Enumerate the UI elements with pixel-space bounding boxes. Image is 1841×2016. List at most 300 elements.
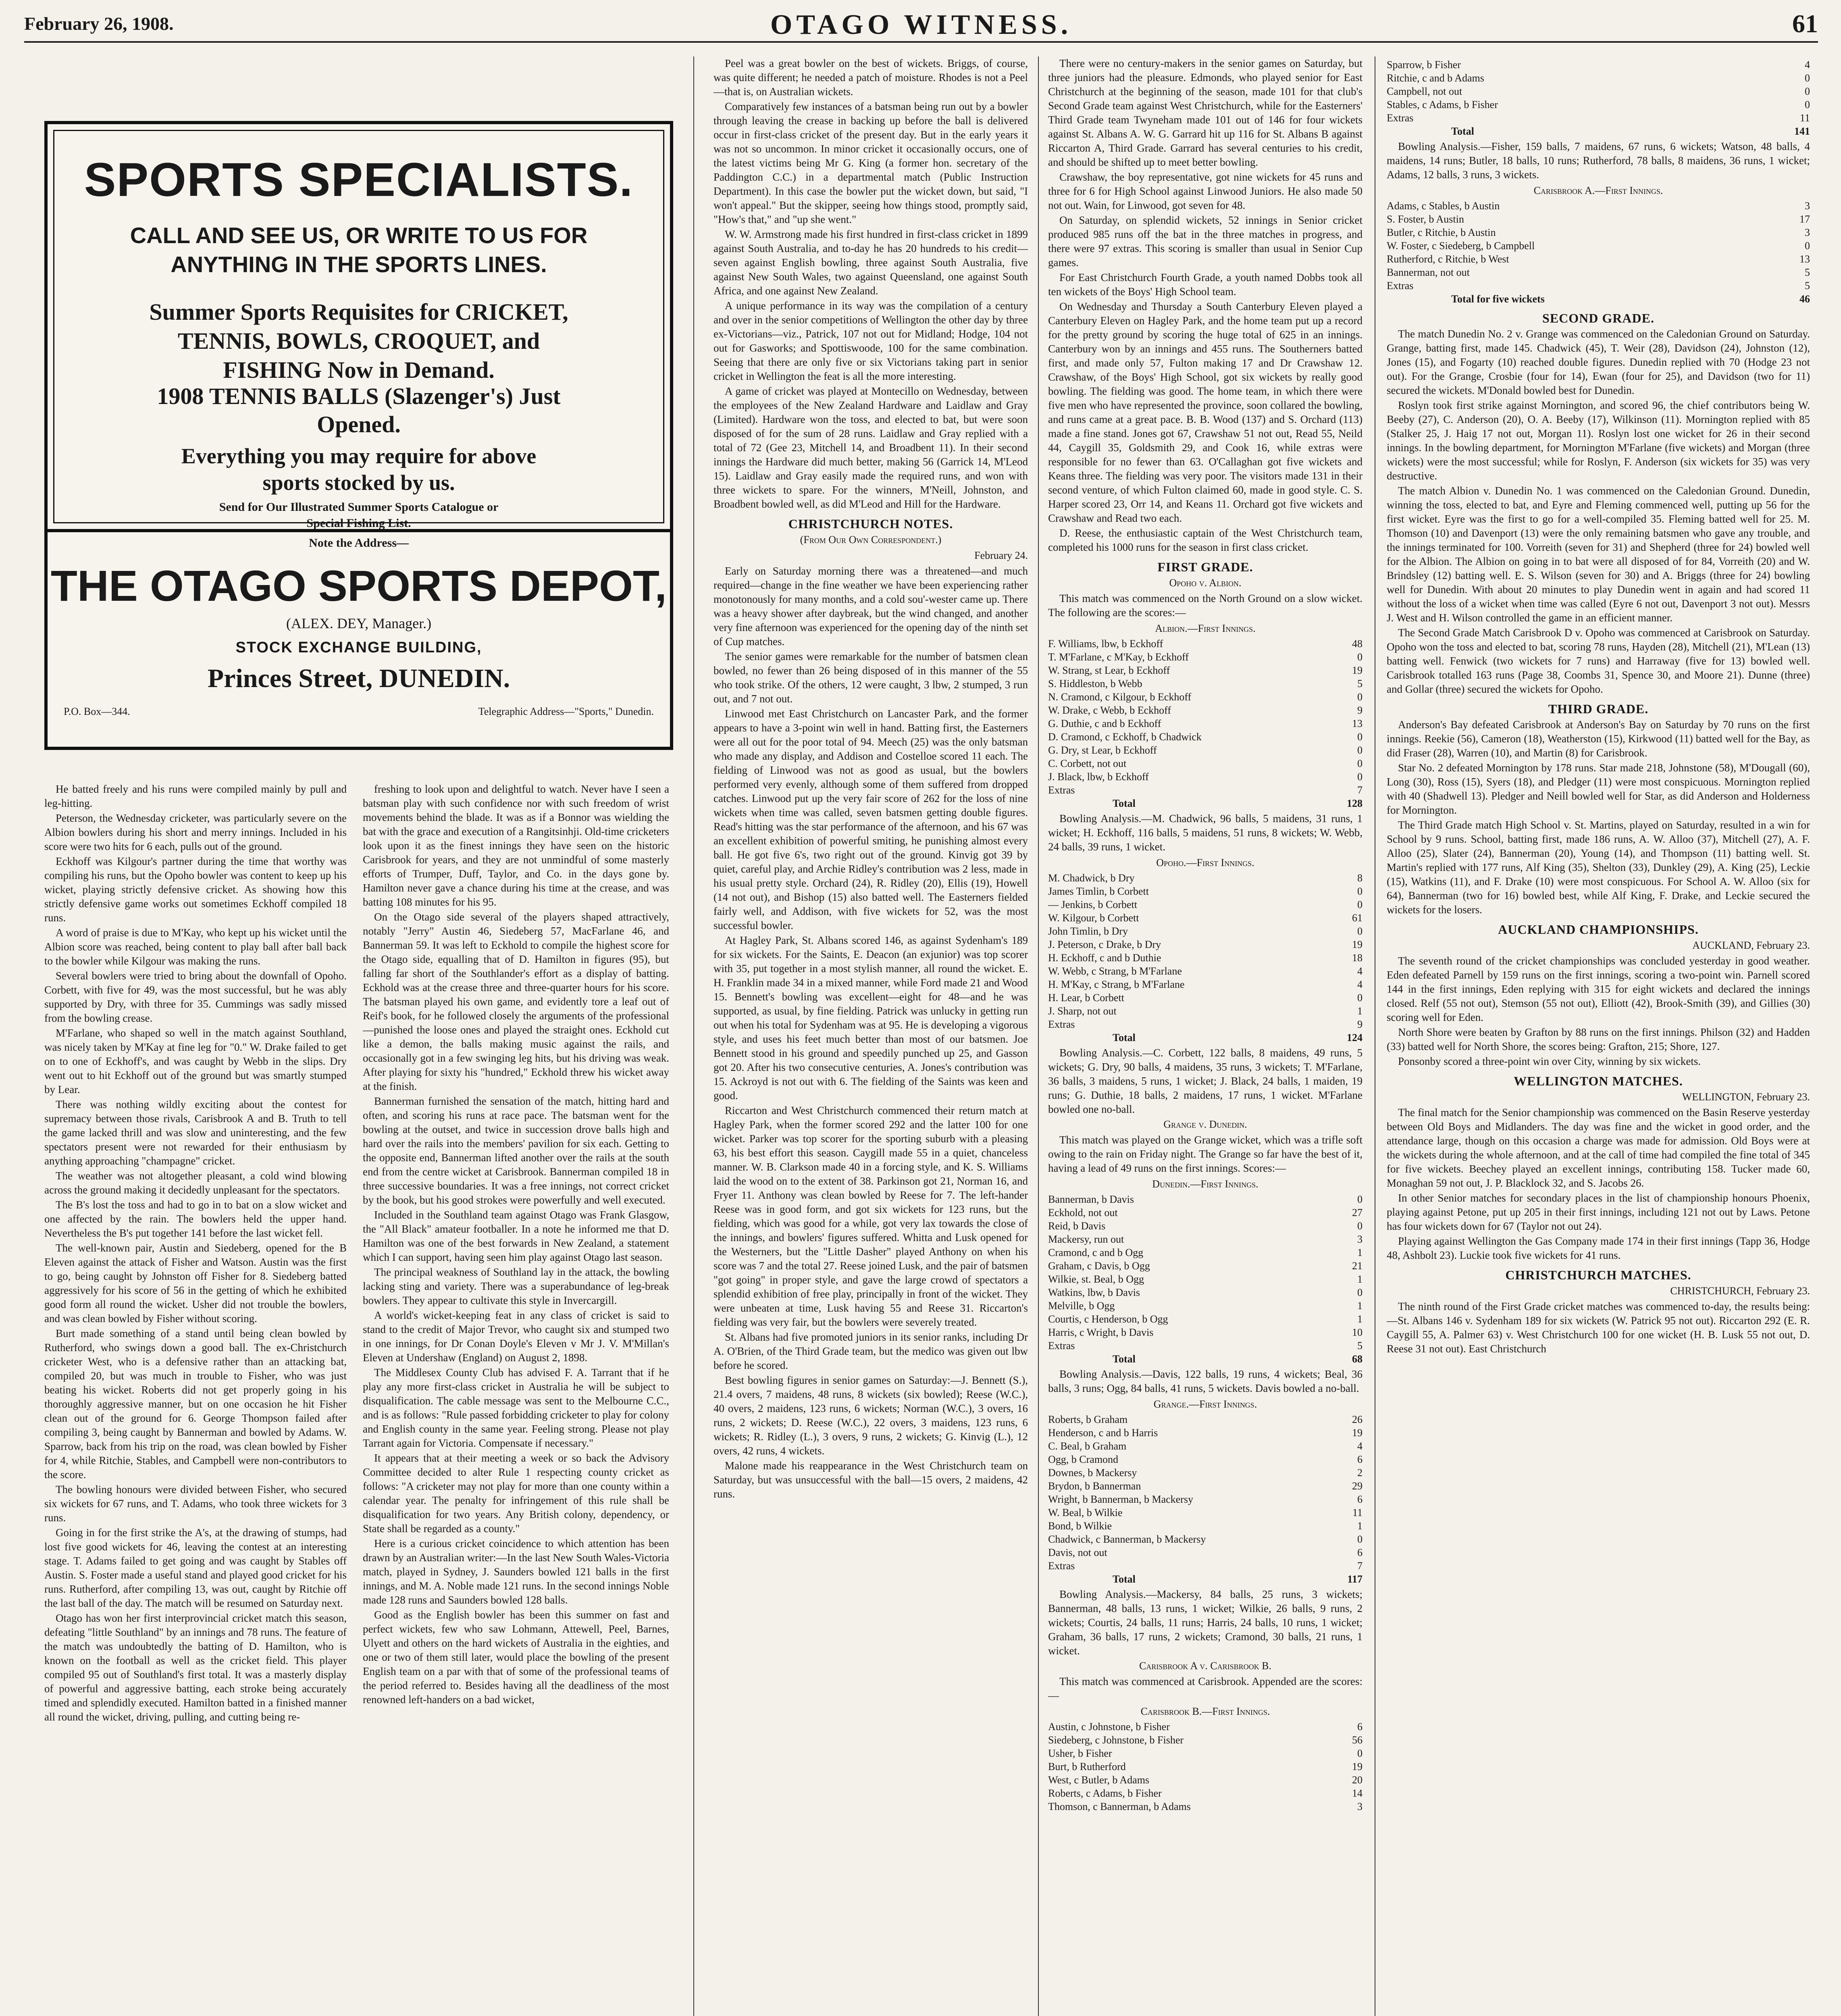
batsman: — Jenkins, b Corbett: [1048, 899, 1137, 910]
carisbrook-b-scorecard: [1048, 1720, 1363, 1813]
score-row: [1387, 252, 1810, 266]
batsman: Harris, c Wright, b Davis: [1048, 1327, 1154, 1338]
score-row: [1387, 266, 1810, 279]
opoho-bowling-analysis: Bowling Analysis.—C. Corbett, 122 balls, 8 maidens, 49 runs, 5 wickets; G. Dry, 90 balls, 4 maidens, 35 runs, 3 wickets; T. M'Farlane, 36 balls, 3 maidens, 5 runs, 1 wicket; J. Black, 24 balls, 1 maiden, 19 runs; G. Duthie, 18 balls, 2 maidens, 17 runs, 1 wicket. M'Farlane bowled one no-ball.: [1048, 1047, 1363, 1115]
column-rule: [693, 56, 694, 2016]
runs: 61: [1352, 912, 1363, 924]
runs: 0: [1357, 1533, 1363, 1545]
article-paragraph: freshing to look upon and delightful to watch. Never have I seen a batsman play with such confidence nor with such freedom of wrist movements behind the blade. It was as if a Bonnor was wielding the bat with the grace and execution of a Rangitsinhji. Old-time cricketers look upon it as the finest innings they have seen on the historic Carisbrook for years, and they are not unmindful of some masterly efforts of Trumper, Duff, Taylor, and Co. in the days gone by. Hamilton never gave a chance during his time at the crease, and was batting 108 minutes for his 95.: [363, 783, 669, 908]
batsman: Thomson, c Bannerman, b Adams: [1048, 1801, 1191, 1812]
article-paragraph: Best bowling figures in senior games on Saturday:—J. Bennett (S.), 21.4 overs, 7 maidens, 48 runs, 8 wickets (six bowled); Reese (W.C.), 40 overs, 2 maidens, 123 runs, 6 wickets; Norman (W.C.), 3 overs, 16 runs, 2 wickets; D. Reese (W.C.), 22 overs, 3 maidens, 123 runs, 6 wickets; R. Ridley (L.), 3 overs, 9 runs, 2 wickets; G. Kinvig (L.), 12 overs, 42 runs, 4 wickets.: [714, 1374, 1028, 1457]
carisbrook-b-bowling-analysis: Bowling Analysis.—Fisher, 159 balls, 7 maidens, 67 runs, 6 wickets; Watson, 48 balls, 4 maidens, 14 runs; Butler, 18 balls, 10 runs; Rutherford, 78 balls, 8 maidens, 36 runs, 1 wicket; Adams, 12 balls, 3 runs, 3 wickets.: [1387, 140, 1810, 181]
score-row: [1048, 1286, 1363, 1299]
opoho-albion-intro: This match was commenced on the North Ground on a slow wicket. The following are the scores:—: [1048, 592, 1363, 619]
article-paragraph: On Saturday, on splendid wickets, 52 innings in Senior cricket produced 985 runs off the bat in the three matches in progress, and there were 97 extras. This scoring is smaller than usual in Senior Cup games.: [1048, 214, 1363, 269]
runs: 9: [1357, 704, 1363, 716]
score-row: [1048, 1272, 1363, 1286]
score-row: [1048, 1800, 1363, 1813]
runs: 19: [1352, 1427, 1363, 1439]
article-paragraph: In other Senior matches for secondary places in the list of championship honours Phoenix, playing against Petone, put up 205 in their first innings, including 121 not out by Laws. Petone has four wickets down for 67 (Taylor not out 24).: [1387, 1192, 1810, 1232]
total-label: Total: [1113, 1032, 1136, 1043]
score-row: [1048, 730, 1363, 744]
christchurch-notes-heading: CHRISTCHURCH NOTES.: [788, 516, 953, 531]
carisbrook-match-intro: This match was commenced at Carisbrook. Appended are the scores:—: [1048, 1675, 1363, 1702]
runs: 26: [1352, 1414, 1363, 1425]
batsman: Ritchie, c and b Adams: [1387, 72, 1484, 84]
batsman: Usher, b Fisher: [1048, 1747, 1112, 1759]
batsman: Austin, c Johnstone, b Fisher: [1048, 1721, 1170, 1733]
ad-call-line1: CALL AND SEE US, OR WRITE TO US FOR: [130, 223, 588, 248]
grange-scorecard: [1048, 1413, 1363, 1586]
batsman: C. Corbett, not out: [1048, 758, 1127, 769]
ad-building: STOCK EXCHANGE BUILDING,: [235, 639, 482, 656]
batsman: Roberts, c Adams, b Fisher: [1048, 1787, 1162, 1799]
article-paragraph: Included in the Southland team against Otago was Frank Glasgow, the "All Black" amateur footballer. In a note he informed me that D. Hamilton was one of the best forwards in New Zealand, a statement which I can support, having seen him play against Otago last season.: [363, 1209, 669, 1263]
batsman: W. Drake, c Webb, b Eckhoff: [1048, 704, 1171, 716]
total-runs: 117: [1347, 1573, 1363, 1585]
score-row: [1048, 1519, 1363, 1533]
batsman: F. Williams, lbw, b Eckhoff: [1048, 638, 1163, 650]
score-row: [1048, 951, 1363, 964]
ad-summer: [48, 298, 670, 385]
batsman: Extras: [1387, 112, 1414, 124]
runs: 0: [1357, 731, 1363, 743]
runs: 4: [1805, 59, 1810, 71]
batsman: Henderson, c and b Harris: [1048, 1427, 1158, 1439]
ad-catalogue: [48, 499, 670, 531]
article-paragraph: A game of cricket was played at Montecillo on Wednesday, between the employees of the New Zealand Hardware and Laidlaw and Gray (Limited). Hardware won the toss, and elected to bat, but were soon disposed of for the sum of 28 runs. Laidlaw and Gray replied with a total of 72 (Gee 23, Mitchell 14, and Broadbent 11). In their second innings the Hardware did much better, making 56 (Garrick 14, M'Leod 15). Laidlaw and Gray easily made the required runs, and won with three wickets to spare. For the winners, M'Neill, Johnston, and Broadbent bowled well, as did M'Leod and Hill for the Hardware.: [714, 385, 1028, 510]
runs: 7: [1357, 784, 1363, 796]
runs: 3: [1357, 1801, 1363, 1812]
article-paragraph: The bowling honours were divided between Fisher, who secured six wickets for 67 runs, and T. Adams, who took three wickets for 3 runs.: [44, 1483, 347, 1524]
runs: 5: [1805, 267, 1810, 278]
score-row: [1048, 871, 1363, 885]
score-row: [1048, 1453, 1363, 1466]
column-3: [714, 56, 1028, 2016]
article-paragraph: The well-known pair, Austin and Siedeberg, opened for the B Eleven against the attack of Fisher and Watson. Austin was the first to go, being caught by Johnston off Fisher for 8. Siedeberg batted aggressively for his score of 56 in the getting of which he exhibited good form all round the wicket. Usher did not trouble the bowlers, and was clean bowled by Fisher without scoring.: [44, 1242, 347, 1325]
article-paragraph: Burt made something of a stand until being clean bowled by Rutherford, who swings down a good ball. The ex-Christchurch cricketer West, who is a defensive rather than an attacking bat, compiled 20, but was much in trouble to Fisher, who was just beating his wicket. Roberts did not get properly going in his thoroughly aggressive manner, but on one occasion he hit Fisher clean out of the ground for 6. George Thompson failed after compiling 3, being caught by Bannerman and bowled by Adams. W. Sparrow, back from his trip on the road, was clean bowled by Fisher for 4, while Ritchie, Stables, and Campbell were non-contributors to the score.: [44, 1327, 347, 1481]
carisbrook-b-innings-heading: Carisbrook B.—First Innings.: [1140, 1706, 1270, 1717]
runs: 4: [1357, 965, 1363, 977]
batsman: Courtis, c Henderson, b Ogg: [1048, 1313, 1168, 1325]
ad-note: Note the Address—: [309, 536, 409, 550]
carisbrook-b-scorecard-cont: [1387, 58, 1810, 138]
section-heading: AUCKLAND CHAMPIONSHIPS.: [1498, 922, 1699, 937]
runs: 3: [1805, 200, 1810, 212]
article-paragraph: Roslyn took first strike against Mornington, and scored 96, the chief contributors being W. Beeby (27), C. Anderson (20), O. A. Beeby (17), Wilkinson (11). Mornington replied with 85 (Stalker 25, J. Haig 17 not out, Morgan 11). Roslyn lost one wicket for 26 in their second innings. In the bowling department, for Mornington M'Farlane (five wickets) and Morgan (three wickets) were the most successful; while for Roslyn, F. Anderson (six wickets for 35) was very destructive.: [1387, 399, 1810, 482]
total-runs: 46: [1799, 293, 1810, 305]
score-row: [1048, 1018, 1363, 1031]
column-1-paragraphs: [44, 782, 347, 1724]
grange-innings-heading: Grange.—First Innings.: [1153, 1398, 1257, 1410]
article-paragraph: Malone made his reappearance in the West Christchurch team on Saturday, but was unsuccessful with the ball—15 overs, 2 maidens, 42 runs.: [714, 1460, 1028, 1500]
runs: 56: [1352, 1734, 1363, 1746]
batsman: Butler, c Ritchie, b Austin: [1387, 227, 1496, 238]
runs: 13: [1799, 253, 1810, 265]
article-paragraph: On Wednesday and Thursday a South Canterbury Eleven played a Canterbury Eleven on Hagley Park, and the home team put up a record for the pretty ground by scoring the huge total of 625 in an innings. Canterbury won by an innings and 455 runs. The Southerners batted first, and made only 57, Fulton making 17 and Dr Crawshaw 12. Crawshaw, of the Boys' High School, got six wickets by really good bowling. The fielding was good. The home team, in which there were five men who have represented the province, soon collared the bowling, and runs came at a great pace. B. B. Wood (137) and S. Orchard (113) made a fine stand. Jones got 67, Crawshaw 51 not out, Read 55, Neild 44, Caygill 35, Goldsmith 29, and Cook 16, while extras were responsible for no fewer than 63. O'Callaghan got five wickets and Keans three. The fielding was very poor. The visitors made 131 in their second venture, of which Fulton claimed 60, made in good style. C. S. Harper scored 23, Orr 14, and Keans 11. Orchard got five wickets and Crawshaw and Read two each.: [1048, 300, 1363, 524]
batsman: Extras: [1048, 1018, 1075, 1030]
grange-bowling-analysis: Bowling Analysis.—Mackersy, 84 balls, 25 runs, 3 wickets; Bannerman, 48 balls, 13 runs, 1 wicket; Wilkie, 26 balls, 9 runs, 2 wickets; Courtis, 24 balls, 11 runs; Harris, 24 balls, 10 runs, 1 wicket; Graham, 36 balls, 17 runs, 2 wickets; Cramond, 30 balls, 21 runs, 1 wicket.: [1048, 1588, 1363, 1657]
opoho-innings-heading: Opoho.—First Innings.: [1156, 857, 1254, 868]
batsman: N. Cramond, c Kilgour, b Eckhoff: [1048, 691, 1192, 703]
runs: 0: [1357, 1193, 1363, 1205]
column-5: [1387, 56, 1810, 2016]
article-paragraph: The principal weakness of Southland lay in the attack, the bowling lacking sting and variety. There was a superabundance of leg-break bowlers. They appear to cultivate this style in Invercargill.: [363, 1266, 669, 1306]
batsman: Sparrow, b Fisher: [1387, 59, 1461, 71]
batsman: G. Dry, st Lear, b Eckhoff: [1048, 744, 1157, 756]
article-paragraph: Here is a curious cricket coincidence to which attention has been drawn by an Australian writer:—In the last New South Wales-Victoria match, played in Sydney, J. Saunders bowled 121 balls in the first innings, and M. A. Noble made 121 runs. In the second innings Noble made 128 runs and Saunders bowled 128 balls.: [363, 1537, 669, 1606]
runs: 0: [1357, 925, 1363, 937]
batsman: Adams, c Stables, b Austin: [1387, 200, 1500, 212]
batsman: Cramond, c and b Ogg: [1048, 1247, 1144, 1258]
runs: 0: [1805, 240, 1810, 252]
score-row: [1048, 1193, 1363, 1206]
article-paragraph: Several bowlers were tried to bring about the downfall of Opoho. Corbett, with five for 49, was the most successful, but he was ably supported by Dry, with three for 35. Cummings was sadly missed from the bowling crease.: [44, 970, 347, 1024]
column-rule: [1038, 56, 1039, 2016]
score-row: [1048, 911, 1363, 925]
runs: 6: [1357, 1721, 1363, 1733]
grange-dunedin-heading: Grange v. Dunedin.: [1163, 1118, 1247, 1130]
batsman: Bannerman, not out: [1387, 267, 1470, 278]
albion-innings-heading: Albion.—First Innings.: [1155, 623, 1256, 634]
article-paragraph: The seventh round of the cricket championships was concluded yesterday in good weather. Eden defeated Parnell by 159 runs on the first innings, scoring a two-point win. Parnell scored 144 in the first innings, Eden replying with 315 for eight wickets and declared the innings closed. Relf (55 not out), Stemson (55 not out), Elliott (42), Brook-Smith (39), and Gillies (30) scoring well for Eden.: [1387, 955, 1810, 1023]
runs: 0: [1805, 99, 1810, 110]
runs: 1: [1357, 1247, 1363, 1258]
ad-manager: (ALEX. DEY, Manager.): [286, 615, 432, 631]
article-paragraph: Otago has won her first interprovincial cricket match this season, defeating "little Southland" by an innings and 78 runs. The feature of the match was undoubtedly the batting of D. Hamilton, who is known on the football as well as the cricket field. This player compiled 95 out of Southland's first total. It was a masterly display of powerful and aggressive batting, each stroke being accurately timed and splendidly executed. Hamilton batted in a finished manner all round the wicket, driving, pulling, and cutting being re-: [44, 1612, 347, 1723]
article-paragraph: The final match for the Senior championship was commenced on the Basin Reserve yesterday between Old Boys and Midlanders. The day was fine and the wicket in good order, and the attendance large, though on this occasion a charge was made for admission. Old Boys were at the wickets during the whole afternoon, and at the call of time had compiled the fine total of 345 for five wickets. Beechey played an excellent innings, contributing 158. Tucker made 60, Monaghan 59 not out, J. P. Blacklock 32, and S. Jacobs 26.: [1387, 1106, 1810, 1189]
section-heading: WELLINGTON MATCHES.: [1514, 1074, 1683, 1088]
score-row: [1048, 1747, 1363, 1760]
article-paragraph: D. Reese, the enthusiastic captain of the West Christchurch team, completed his 1000 runs for the season in first class cricket.: [1048, 527, 1363, 553]
runs: 2: [1357, 1467, 1363, 1479]
score-total: [1387, 292, 1810, 306]
batsman: H. Lear, b Corbett: [1048, 992, 1124, 1004]
christchurch-notes-date: February 24.: [974, 550, 1028, 561]
runs: 9: [1357, 1018, 1363, 1030]
batsman: H. Eckhoff, c and b Duthie: [1048, 952, 1161, 964]
ad-balls-line1: 1908 TENNIS BALLS (Slazenger's) Just: [157, 383, 561, 409]
runs: 0: [1357, 744, 1363, 756]
article-paragraph: The match Dunedin No. 2 v. Grange was commenced on the Caledonian Ground on Saturday. Grange, batting first, made 145. Chadwick (45), T. Weir (28), Davidson (24), Johnston (12), Jones (15), and Fogarty (10) reached double figures. Dunedin replied with 70 (Hodge 23 not out). For the Grange, Crosbie (four for 14), Ewan (four for 25), and Davidson (two for 11) secured the wickets. M'Donald bowled best for Dunedin.: [1387, 328, 1810, 396]
runs: 0: [1357, 992, 1363, 1004]
score-row: [1048, 1004, 1363, 1018]
total-label: Total: [1113, 798, 1136, 809]
score-row: [1387, 58, 1810, 71]
batsman: W. Webb, c Strang, b M'Farlane: [1048, 965, 1182, 977]
article-paragraph: Early on Saturday morning there was a threatened—and much required—change in the fine weather we have been experiencing rather monotonously for many months, and a cold sou'-wester came up. There was a heavy shower after daybreak, but the wind changed, and another very fine afternoon was experienced for the opening day of the ninth set of Cup matches.: [714, 565, 1028, 648]
ad-depot-name: THE OTAGO SPORTS DEPOT,: [50, 561, 667, 610]
total-runs: 124: [1347, 1032, 1363, 1043]
batsman: Ogg, b Cramond: [1048, 1454, 1119, 1465]
article-paragraph: The senior games were remarkable for the number of batsmen clean bowled, no fewer than 26 being disposed of in this manner of the 55 who took strike. Of the others, 12 were caught, 3 lbw, 2 stumped, 3 run out, and 7 not out.: [714, 650, 1028, 705]
score-total: [1048, 797, 1363, 810]
ad-catalogue-line1: Send for Our Illustrated Summer Sports Catalogue or: [219, 500, 499, 514]
albion-bowling-analysis: Bowling Analysis.—M. Chadwick, 96 balls, 5 maidens, 31 runs, 1 wicket; H. Eckhoff, 116 balls, 5 maidens, 51 runs, 8 wickets; W. Webb, 24 balls, 39 runs, 1 wicket.: [1048, 812, 1363, 853]
runs: 3: [1357, 1233, 1363, 1245]
article-paragraph: Linwood met East Christchurch on Lancaster Park, and the former appears to have a 3-point win well in hand. Batting first, the Easterners were all out for the poor total of 94. Meech (25) was the only batsman who made any display, and Addison and Costelloe scored 11 each. The fielding of Linwood was not as good as usual, but the bowlers performed very evenly, although some of them suffered from dropped catches. Linwood put up the very fair score of 262 for the loss of nine wickets when time was called, seven batsmen getting double figures. Read's hitting was the star performance of the afternoon, and his 67 was an excellent exhibition of powerful smiting, he punishing almost every ball. He got five 6's, two right out of the ground. Kinvig got 39 by quiet, careful play, and Archie Ridley's contribution was 2 less, made in his usual pretty style. Orchard (24), R. Ridley (20), Ellis (19), Howell (14 not out), and Bishop (15) also batted well. The Easterners fielded fairly well, and Addison, with five wickets for 52, was the most successful bowler.: [714, 708, 1028, 931]
ad-call: [48, 221, 670, 279]
batsman: W. Foster, c Siedeberg, b Campbell: [1387, 240, 1535, 252]
score-total: [1048, 1031, 1363, 1044]
article-paragraph: Riccarton and West Christchurch commenced their return match at Hagley Park, when the former scored 292 and the latter 100 for one wicket. Parker was top scorer for the sporting suburb with a pleasing 63, his best effort this season. Caygill made 55 in a quiet, chanceless manner. W. B. Clarkson made 40 in a forcing style, and K. S. Williams laid the wood on to the extent of 38. Parkinson got 21, Norman 16, and Fryer 11. Anthony was clean bowled by Reese for 7. The left-hander Reese was in good form, and got six wickets for 123 runs, but the fielding, which was good for a while, got very lax towards the close of the innings, and bowlers' figures suffered. Whitta and Lusk opened for the Westerners, but the "Little Dasher" played Anthony on when his score was 7 and the total 27. Reese joined Lusk, and the pair of batsmen "got going" in proper style, and gave the large crowd of spectators a splendid exhibition of free play, principally in front of the wicket. They were unbeaten at time, Lusk having 55 and Reese 31. Riccarton's fielding was very fair, but the bowlers were severely treated.: [714, 1104, 1028, 1328]
total-runs: 128: [1347, 798, 1363, 809]
batsman: Davis, not out: [1048, 1547, 1107, 1558]
runs: 3: [1805, 227, 1810, 238]
article-paragraph: W. W. Armstrong made his first hundred in first-class cricket in 1899 against South Australia, and to-day he has 20 hundreds to his credit—seven against English bowling, three against South Australia, five against New South Wales, two against Queensland, one against South Africa, and one against New Zealand.: [714, 228, 1028, 297]
runs: 19: [1352, 664, 1363, 676]
score-row: [1048, 1760, 1363, 1773]
score-row: [1048, 1559, 1363, 1572]
article-paragraph: He batted freely and his runs were compiled mainly by pull and leg-hitting.: [44, 783, 347, 809]
score-row: [1048, 744, 1363, 757]
masthead: [24, 9, 1818, 43]
ad-every-line2: sports stocked by us.: [262, 471, 455, 495]
score-total: [1048, 1572, 1363, 1586]
runs: 0: [1357, 651, 1363, 663]
total-runs: 68: [1352, 1353, 1363, 1365]
runs: 0: [1357, 899, 1363, 910]
section-heading: SECOND GRADE.: [1542, 311, 1654, 325]
score-row: [1387, 71, 1810, 85]
batsman: Roberts, b Graham: [1048, 1414, 1128, 1425]
article-paragraph: The weather was not altogether pleasant, a cold wind blowing across the ground making it decidedly unpleasant for the spectators.: [44, 1170, 347, 1196]
article-paragraph: Star No. 2 defeated Mornington by 178 runs. Star made 218, Johnstone (58), M'Dougall (60), Long (30), Ross (15), Syers (18), and Pledger (11) were most conspicuous. Mornington replied with 40 (Shadwell 13). Pledger and Neill bowled well for Star, as did Anderson and Holderness for Mornington.: [1387, 762, 1810, 816]
score-row: [1048, 938, 1363, 951]
batsman: H. M'Kay, c Strang, b M'Farlane: [1048, 979, 1185, 990]
score-row: [1048, 1312, 1363, 1326]
runs: 48: [1352, 638, 1363, 650]
runs: 14: [1352, 1787, 1363, 1799]
sports-depot-advertisement: [44, 121, 673, 532]
runs: 1: [1357, 1005, 1363, 1017]
batsman: Siedeberg, c Johnstone, b Fisher: [1048, 1734, 1184, 1746]
batsman: Melville, b Ogg: [1048, 1300, 1115, 1312]
column-5-sections: [1387, 311, 1810, 1356]
ad-summer-line1: Summer Sports Requisites for CRICKET,: [149, 299, 568, 325]
score-row: [1048, 1219, 1363, 1233]
score-row: [1048, 1506, 1363, 1519]
ad-everything: [48, 443, 670, 496]
albion-scorecard: [1048, 637, 1363, 810]
runs: 0: [1357, 1287, 1363, 1298]
score-row: [1048, 1493, 1363, 1506]
score-row: [1048, 690, 1363, 704]
batsman: W. Strang, st Lear, b Eckhoff: [1048, 664, 1170, 676]
score-row: [1048, 650, 1363, 664]
batsman: Bond, b Wilkie: [1048, 1520, 1112, 1532]
article-paragraph: At Hagley Park, St. Albans scored 146, as against Sydenham's 189 for six wickets. For the Saints, E. Deacon (an exjunior) was top scorer with 35, put together in a most stylish manner, all round the wicket. E. H. Franklin made 34 in a mixed manner, while Ford made 21 and Wood 15. Bennett's bowling was excellent—eight for 48—and he was supported, as usual, by fine fielding. Patrick was unlucky in getting run out when his total for Sydenham was at 95. He is developing a vigorous style, and uses his feet much better than most of our batsmen. Joe Bennett stood in his ground and speedily punched up 25, and Gasson got 20. After his two consecutive centuries, A. Jones's contribution was 15. Ackroyd is not out with 6. The fielding of the Saints was keen and good.: [714, 934, 1028, 1102]
ad-summer-line3: FISHING Now in Demand.: [223, 357, 495, 383]
carisbrook-match-heading: Carisbrook A v. Carisbrook B.: [1139, 1660, 1271, 1672]
runs: 8: [1357, 872, 1363, 884]
christchurch-notes-paragraphs: [714, 564, 1028, 1501]
runs: 0: [1357, 691, 1363, 703]
article-paragraph: Eckhoff was Kilgour's partner during the time that worthy was compiling his runs, but the Opoho bowler was content to keep up his wicket, playing strictly defensive cricket. As showing how this strictly defensive game works out sometimes Eckhoff compiled 18 runs.: [44, 855, 347, 924]
section-dateline: WELLINGTON, February 23.: [1682, 1091, 1810, 1103]
runs: 7: [1357, 1560, 1363, 1572]
batsman: Bannerman, b Davis: [1048, 1193, 1134, 1205]
christchurch-notes-byline: (From Our Own Correspondent.): [800, 534, 942, 546]
ad-balls: [48, 382, 670, 439]
score-row: [1048, 1533, 1363, 1546]
score-row: [1048, 1466, 1363, 1479]
score-total: [1048, 1352, 1363, 1366]
section-dateline: CHRISTCHURCH, February 23.: [1670, 1285, 1810, 1297]
runs: 0: [1357, 885, 1363, 897]
score-row: [1048, 677, 1363, 690]
article-paragraph: Good as the English bowler has been this summer on fast and perfect wickets, few who saw Lohmann, Attewell, Peel, Barnes, Ulyett and others on the hard wickets of Australia in the eighties, and one or two of them still later, would place the bowling of the present English team on a par with that of some of the professional teams of the period referred to. Besides having all the deadliness of the most renowned left-handers on a bad wicket,: [363, 1609, 669, 1706]
score-row: [1048, 637, 1363, 650]
carisbrook-a-innings-heading: Carisbrook A.—First Innings.: [1533, 185, 1663, 196]
article-paragraph: The Second Grade Match Carisbrook D v. Opoho was commenced at Carisbrook on Saturday. Opoho won the toss and elected to bat, scoring 78 runs, Hayden (28), Mitchell (21), M'Lean (13) batting well. Fenwick (two wickets for 7 runs) and Harraway (five for 13) bowled well. Carisbrook totalled 163 runs (Page 38, Coombs 31, Spence 30, and Moore 21). Dunne (three) and Gollar (three) secured the wickets for Opoho.: [1387, 627, 1810, 695]
score-row: [1387, 199, 1810, 212]
runs: 29: [1352, 1480, 1363, 1492]
total-label: Total: [1451, 125, 1474, 137]
runs: 11: [1352, 1507, 1363, 1518]
article-paragraph: There were no century-makers in the senior games on Saturday, but three juniors had the pleasure. Edmonds, who played senior for East Christchurch at the beginning of the season, made 101 for that club's Second Grade team against West Christchurch, while for the Easterners' Third Grade team Twyneham made 101 out of 146 for four wickets against St. Albans A. W. G. Garrard hit up 116 for St. Albans B against Riccarton A, Third Grade. Garrard has several centuries to his credit, and should be shifted up to meet better bowling.: [1048, 57, 1363, 168]
dunedin-bowling-analysis: Bowling Analysis.—Davis, 122 balls, 19 runs, 4 wickets; Beal, 36 balls, 3 runs; Ogg, 84 balls, 41 runs, 5 wickets. Davis bowled a no-ball.: [1048, 1368, 1363, 1394]
runs: 13: [1352, 718, 1363, 729]
score-row: [1048, 978, 1363, 991]
column-4: [1048, 56, 1363, 2016]
batsman: Reid, b Davis: [1048, 1220, 1106, 1232]
batsman: C. Beal, b Graham: [1048, 1440, 1127, 1452]
total-runs: 141: [1794, 125, 1810, 137]
total-label: Total: [1113, 1573, 1136, 1585]
article-paragraph: Anderson's Bay defeated Carisbrook at Anderson's Bay on Saturday by 70 runs on the first innings. Reekie (56), Cameron (18), Weatherston (15), Kirkwood (11) batted well for the Bay, as did Fraser (28), Warren (10), and Martin (8) for Carisbrook.: [1387, 719, 1810, 759]
ad-po-box: P.O. Box—344.: [64, 706, 130, 717]
article-paragraph: It appears that at their meeting a week or so back the Advisory Committee decided to alter Rule 1 respecting county cricket as follows: "A cricketer may not play for more than one county within a calendar year. The penalty for infringement of this rule shall be disqualification for two years. Any British colony, dependency, or State shall be regarded as a county.": [363, 1452, 669, 1535]
batsman: Mackersy, run out: [1048, 1233, 1124, 1245]
article-paragraph: There was nothing wildly exciting about the contest for supremacy between those rivals, Carisbrook A and B. Truth to tell the game lacked thrill and was slow and uninteresting, and the few spectators present were not rewarded for their enthusiasm by anything approaching "champagne" cricket.: [44, 1098, 347, 1167]
batsman: Burt, b Rutherford: [1048, 1761, 1126, 1772]
page-number: 61: [1792, 9, 1818, 38]
score-row: [1048, 1439, 1363, 1453]
score-row: [1048, 1720, 1363, 1733]
runs: 11: [1799, 112, 1810, 124]
carisbrook-a-scorecard: [1387, 199, 1810, 306]
ad-call-line2: ANYTHING IN THE SPORTS LINES.: [171, 252, 547, 277]
score-row: [1048, 1546, 1363, 1559]
score-row: [1048, 783, 1363, 797]
article-paragraph: Going in for the first strike the A's, at the drawing of stumps, had lost five good wickets for 46, leaving the contest at an interesting stage. T. Adams failed to get going and was caught by Stables off Austin. S. Foster made a useful stand and played good cricket for his runs. Rutherford, after compiling 13, was out, caught by Ritchie off the last ball of the day. The match will be resumed on Saturday next.: [44, 1527, 347, 1609]
score-row: [1387, 212, 1810, 226]
score-row: [1387, 279, 1810, 292]
score-row: [1048, 991, 1363, 1004]
runs: 0: [1357, 771, 1363, 783]
batsman: Extras: [1048, 1340, 1075, 1352]
score-row: [1387, 111, 1810, 125]
score-row: [1048, 770, 1363, 783]
ad-street: Princes Street, DUNEDIN.: [207, 664, 510, 693]
article-paragraph: M'Farlane, who shaped so well in the match against Southland, was nicely taken by M'Kay at fine leg for "0." W. Drake failed to get on to one of Eckhoff's, and was caught by Webb in the slips. Dry went out to hit Eckhoff out of the ground but was smartly stumped by Lear.: [44, 1027, 347, 1095]
section-heading: THIRD GRADE.: [1548, 702, 1649, 716]
score-row: [1048, 925, 1363, 938]
batsman: J. Black, lbw, b Eckhoff: [1048, 771, 1149, 783]
batsman: Extras: [1048, 784, 1075, 796]
runs: 21: [1352, 1260, 1363, 1272]
runs: 20: [1352, 1774, 1363, 1786]
runs: 0: [1357, 758, 1363, 769]
total-label: Total: [1113, 1353, 1136, 1365]
batsman: J. Sharp, not out: [1048, 1005, 1117, 1017]
article-paragraph: Crawshaw, the boy representative, got nine wickets for 45 runs and three for 6 for High School against Linwood Juniors. He also made 50 not out. Wain, for Linwood, got seven for 48.: [1048, 171, 1363, 211]
score-row: [1387, 226, 1810, 239]
runs: 5: [1805, 280, 1810, 292]
batsman: John Timlin, b Dry: [1048, 925, 1128, 937]
runs: 1: [1357, 1273, 1363, 1285]
batsman: Eckhold, not out: [1048, 1207, 1118, 1218]
score-row: [1387, 85, 1810, 98]
score-row: [1048, 1733, 1363, 1747]
column-4-paragraphs: [1048, 56, 1363, 554]
runs: 6: [1357, 1493, 1363, 1505]
article-paragraph: The Third Grade match High School v. St. Martins, played on Saturday, resulted in a win for School by 9 runs. School, batting first, made 186 runs, A. W. Alloo (37), Mitchell (27), A. F. Alloo (25), Slater (24), Bannerman (20), Young (14), and Thompson (11) batting well. St. Martin's replied with 177 runs, Alf King (35), Shelton (33), Dunkley (29), A. King (25), Leckie (15), Watkins (11), and F. Drake (10) were most conspicuous. For School A. W. Alloo (six for 64), Bannerman (two for 16) bowled best, while Alf King, F. Drake, and Leckie secured the wickets for the losers.: [1387, 819, 1810, 916]
section-heading: CHRISTCHURCH MATCHES.: [1505, 1268, 1691, 1282]
runs: 1: [1357, 1520, 1363, 1532]
runs: 4: [1357, 1440, 1363, 1452]
batsman: Extras: [1387, 280, 1414, 292]
ad-catalogue-line2: Special Fishing List.: [306, 516, 411, 530]
article-paragraph: St. Albans had five promoted juniors in its senior ranks, including Dr A. O'Brien, of the Third Grade team, but the medico was given out lbw before he scored.: [714, 1331, 1028, 1371]
score-row: [1048, 1413, 1363, 1426]
article-paragraph: A world's wicket-keeping feat in any class of cricket is said to stand to the credit of Major Trevor, who caught six and stumped two in one innings, for Dr Conan Doyle's Eleven v Mr J. V. M'Millan's Eleven at Undershaw (England) on August 2, 1898.: [363, 1309, 669, 1364]
batsman: Rutherford, c Ritchie, b West: [1387, 253, 1509, 265]
runs: 10: [1352, 1327, 1363, 1338]
issue-date: February 26, 1908.: [24, 13, 174, 34]
score-row: [1048, 1339, 1363, 1352]
score-row: [1048, 1479, 1363, 1493]
runs: 27: [1352, 1207, 1363, 1218]
column-3-paragraphs: [714, 56, 1028, 511]
batsman: G. Duthie, c and b Eckhoff: [1048, 718, 1161, 729]
batsman: M. Chadwick, b Dry: [1048, 872, 1135, 884]
total-label: Total for five wickets: [1451, 293, 1545, 305]
runs: 6: [1357, 1454, 1363, 1465]
batsman: Extras: [1048, 1560, 1075, 1572]
article-paragraph: The Middlesex County Club has advised F. A. Tarrant that if he play any more first-class cricket in Australia he will be subject to disqualification. The cable message was sent to the Melbourne C.C., and is as follows: "Rule passed forbidding cricketer to play for colony and English county in the same year. Feeling strong. Please not play Tarrant again for Victoria. Compensate if necessary.": [363, 1366, 669, 1449]
section-dateline: AUCKLAND, February 23.: [1692, 939, 1810, 951]
dunedin-innings-heading: Dunedin.—First Innings.: [1152, 1178, 1259, 1190]
runs: 1: [1357, 1313, 1363, 1325]
runs: 0: [1357, 1220, 1363, 1232]
score-row: [1387, 98, 1810, 111]
article-paragraph: A word of praise is due to M'Kay, who kept up his wicket until the Albion score was reached, being content to play ball after ball back to the bowler while Kilgour was making the runs.: [44, 927, 347, 967]
score-row: [1048, 757, 1363, 770]
first-grade-heading: FIRST GRADE.: [1157, 560, 1253, 574]
runs: 19: [1352, 1761, 1363, 1772]
article-paragraph: For East Christchurch Fourth Grade, a youth named Dobbs took all ten wickets of the Boys' High School team.: [1048, 271, 1363, 298]
score-row: [1048, 1326, 1363, 1339]
article-paragraph: Bannerman furnished the sensation of the match, hitting hard and often, and scoring his runs at race pace. The batsman went for the bowling at the outset, and twice in succession drove balls high and hard over the rails into the members' pavilion for six each. Getting to the opposite end, Bannerman lifted another over the rails at the south end from the centre wicket at Carisbrook. Bannerman compiled 18 in three successive boundaries. It was a free innings, not correct cricket by the book, but his good strokes were powerfully and well executed.: [363, 1095, 669, 1206]
batsman: D. Cramond, c Eckhoff, b Chadwick: [1048, 731, 1202, 743]
opoho-albion-heading: Opoho v. Albion.: [1169, 577, 1242, 589]
column-1: [44, 782, 347, 2016]
batsman: Wilkie, st. Beal, b Ogg: [1048, 1273, 1144, 1285]
sports-depot-address: [44, 532, 673, 750]
score-row: [1048, 664, 1363, 677]
runs: 4: [1357, 979, 1363, 990]
ad-balls-line2: Opened.: [317, 411, 401, 437]
article-paragraph: Ponsonby scored a three-point win over City, winning by six wickets.: [1398, 1055, 1701, 1067]
batsman: Wright, b Bannerman, b Mackersy: [1048, 1493, 1193, 1505]
score-row: [1048, 1233, 1363, 1246]
column-2: [363, 782, 669, 2016]
runs: 1: [1357, 1300, 1363, 1312]
article-paragraph: North Shore were beaten by Grafton by 88 runs on the first innings. Philson (32) and Hadden (33) batted well for North Shore, the scores being: Grafton, 215; Shore, 127.: [1387, 1026, 1810, 1052]
batsman: W. Kilgour, b Corbett: [1048, 912, 1139, 924]
